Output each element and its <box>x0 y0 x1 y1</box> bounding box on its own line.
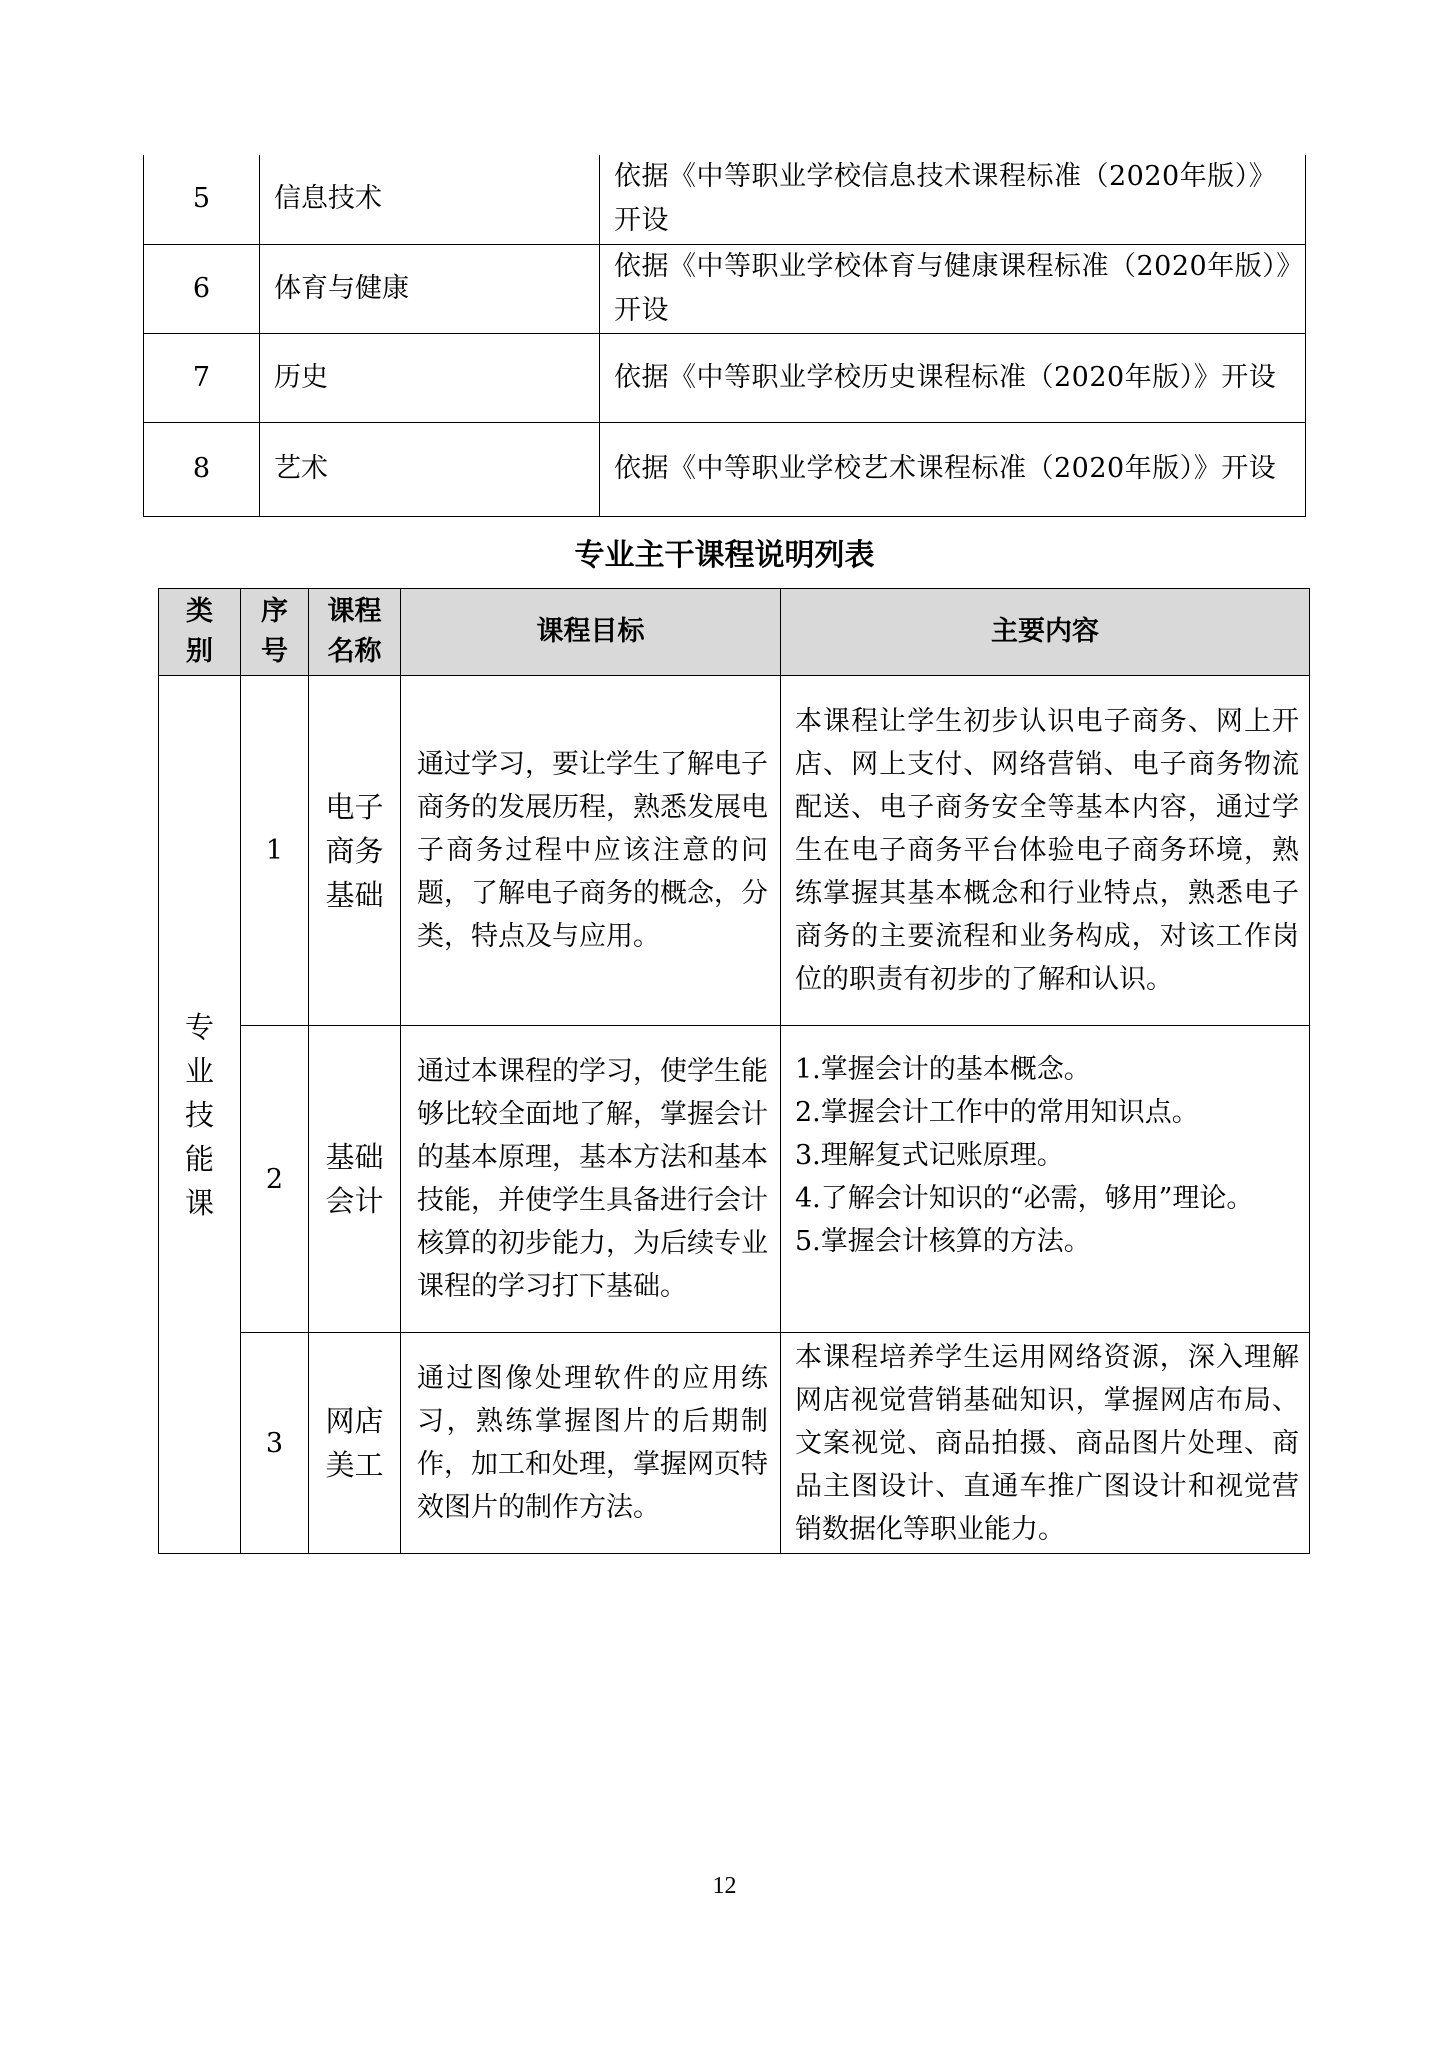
course-goal-cell: 通过学习，要让学生了解电子商务的发展历程，熟悉发展电子商务过程中应该注意的问题，了解电子商务的概念，分类，特点及与应用。 <box>401 676 781 1026</box>
course-number: 8 <box>144 422 260 516</box>
list-item: 5.掌握会计核算的方法。 <box>795 1226 1091 1257</box>
header-name: 课程名称 <box>309 589 401 676</box>
header-seq: 序号 <box>241 589 309 676</box>
course-name: 历史 <box>260 333 600 422</box>
header-category: 类别 <box>159 589 241 676</box>
course-content-cell: 本课程培养学生运用网络资源，深入理解网店视觉营销基础知识，掌握网店布局、文案视觉、商品拍摄、商品图片处理、商品主图设计、直通车推广图设计和视觉营销数据化等职业能力。 <box>781 1333 1310 1554</box>
course-number: 5 <box>144 155 260 244</box>
general-courses-table <box>143 155 1306 517</box>
course-description: 依据《中等职业学校体育与健康课程标准（2020年版）》开设 <box>600 244 1306 333</box>
list-item: 2.掌握会计工作中的常用知识点。 <box>795 1097 1199 1128</box>
content-list <box>795 1048 1299 1263</box>
course-description: 依据《中等职业学校历史课程标准（2020年版）》开设 <box>600 333 1306 422</box>
course-content-cell: 本课程让学生初步认识电子商务、网上开店、网上支付、网络营销、电子商务物流配送、电子商务安全等基本内容，通过学生在电子商务平台体验电子商务环境，熟练掌握其基本概念和行业特点，熟悉电子商务的主要流程和业务构成，对该工作岗位的职责有初步的了解和认识。 <box>781 676 1310 1026</box>
page-number: 12 <box>712 1873 737 1899</box>
seq-cell: 3 <box>241 1333 309 1554</box>
list-item: 1.掌握会计的基本概念。 <box>795 1054 1091 1085</box>
course-name-cell: 电子商务基础 <box>309 676 401 1026</box>
table-row <box>159 1333 1310 1554</box>
course-goal-cell: 通过本课程的学习，使学生能够比较全面地了解，掌握会计的基本原理，基本方法和基本技能，并使学生具备进行会计核算的初步能力，为后续专业课程的学习打下基础。 <box>401 1026 781 1333</box>
category-cell <box>159 676 241 1554</box>
table-row <box>144 422 1306 516</box>
table-row <box>144 333 1306 422</box>
course-name: 艺术 <box>260 422 600 516</box>
course-name: 体育与健康 <box>260 244 600 333</box>
list-item: 3.理解复式记账原理。 <box>795 1140 1064 1171</box>
seq-cell: 1 <box>241 676 309 1026</box>
section-title: 专业主干课程说明列表 <box>574 538 875 573</box>
course-goal-cell: 通过图像处理软件的应用练习，熟练掌握图片的后期制作，加工和处理，掌握网页特效图片的制作方法。 <box>401 1333 781 1554</box>
course-content-cell <box>781 1026 1310 1333</box>
course-name-cell: 网店美工 <box>309 1333 401 1554</box>
table-row <box>159 676 1310 1026</box>
header-goal: 课程目标 <box>401 589 781 676</box>
course-number: 6 <box>144 244 260 333</box>
table-row <box>159 1026 1310 1333</box>
major-courses-table <box>158 588 1310 1554</box>
category-label: 专业技能课 <box>184 1009 214 1220</box>
table-row <box>144 244 1306 333</box>
table-row <box>144 155 1306 244</box>
course-description: 依据《中等职业学校艺术课程标准（2020年版）》开设 <box>600 422 1306 516</box>
seq-cell: 2 <box>241 1026 309 1333</box>
list-item: 4.了解会计知识的“必需，够用”理论。 <box>795 1183 1254 1214</box>
header-content: 主要内容 <box>781 589 1310 676</box>
course-name: 信息技术 <box>260 155 600 244</box>
course-number: 7 <box>144 333 260 422</box>
course-description: 依据《中等职业学校信息技术课程标准（2020年版）》开设 <box>600 155 1306 244</box>
table-header-row <box>159 589 1310 676</box>
course-name-cell: 基础会计 <box>309 1026 401 1333</box>
